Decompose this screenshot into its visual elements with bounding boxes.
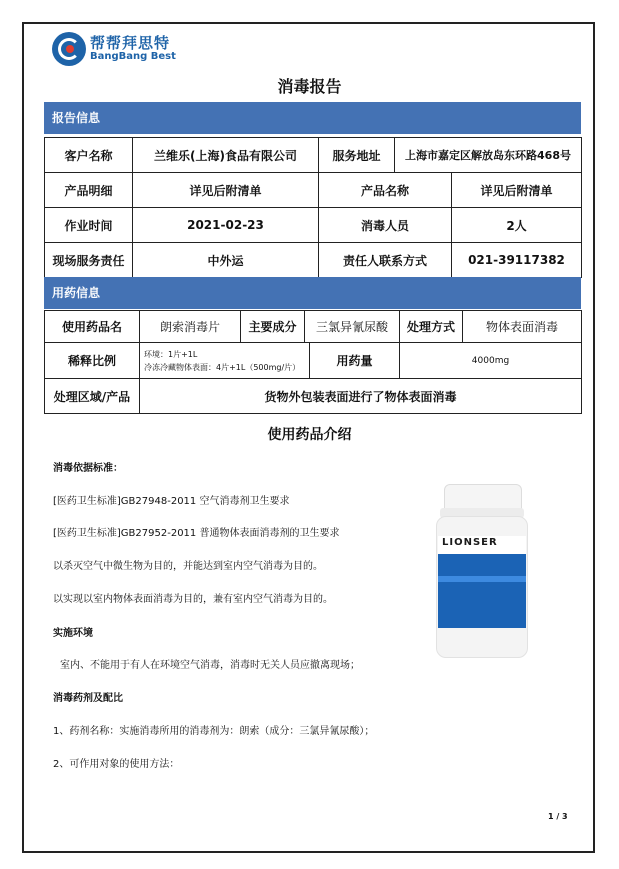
method-value: 物体表面消毒 xyxy=(463,311,582,343)
time-label: 作业时间 xyxy=(45,208,133,243)
ingredient-value: 三氯异氰尿酸 xyxy=(305,311,400,343)
customer-label: 客户名称 xyxy=(45,138,133,173)
onsite-value: 中外运 xyxy=(133,243,319,278)
bottle-brand: LIONSER xyxy=(442,537,498,548)
purpose-1: 以杀灭空气中微生物为目的，并能达到室内空气消毒为目的。 xyxy=(53,561,323,572)
contact-label: 责任人联系方式 xyxy=(319,243,452,278)
ingredient-label: 主要成分 xyxy=(241,311,305,343)
area-value: 货物外包装表面进行了物体表面消毒 xyxy=(140,379,582,414)
product-detail-value: 详见后附清单 xyxy=(133,173,319,208)
onsite-label: 现场服务责任 xyxy=(45,243,133,278)
env-heading: 实施环境 xyxy=(53,628,93,639)
drug-name-value: 朗索消毒片 xyxy=(140,311,241,343)
ratio-value xyxy=(140,343,310,379)
bottle-label xyxy=(438,536,526,628)
agent-item-1: 1、药剂名称：实施消毒所用的消毒剂为：朗索（成分：三氯异氰尿酸）； xyxy=(53,726,375,737)
area-label: 处理区域/产品 xyxy=(45,379,140,414)
amount-label: 用药量 xyxy=(310,343,400,379)
ratio-line-1: 环境：1片+1L xyxy=(144,349,198,359)
method-label: 处理方式 xyxy=(400,311,463,343)
drug-info-table-2 xyxy=(44,342,582,379)
product-detail-label: 产品明细 xyxy=(45,173,133,208)
agent-heading: 消毒药剂及配比 xyxy=(53,693,123,704)
env-text: 室内、不能用于有人在环境空气消毒，消毒时无关人员应撤离现场； xyxy=(60,660,360,671)
document-title: 消毒报告 xyxy=(277,77,342,96)
staff-label: 消毒人员 xyxy=(319,208,452,243)
logo-cn-text: 帮帮拜思特 xyxy=(90,34,171,52)
standard-2: [医药卫生标准]GB27952-2011 普通物体表面消毒剂的卫生要求 xyxy=(53,528,340,539)
company-logo xyxy=(50,30,180,68)
time-value: 2021-02-23 xyxy=(133,208,319,243)
logo-en-text: BangBang Best xyxy=(90,51,176,62)
address-label: 服务地址 xyxy=(319,138,395,173)
product-bottle-image xyxy=(436,484,528,658)
customer-value: 兰维乐(上海)食品有限公司 xyxy=(133,138,319,173)
drug-name-label: 使用药品名 xyxy=(45,311,140,343)
address-value: 上海市嘉定区解放岛东环路468号 xyxy=(395,138,582,173)
report-info-table-2 xyxy=(44,172,582,278)
report-info-header: 报告信息 xyxy=(44,102,581,134)
logo-icon xyxy=(52,32,86,66)
intro-title: 使用药品介绍 xyxy=(267,427,352,443)
ratio-label: 稀释比例 xyxy=(45,343,140,379)
product-name-label: 产品名称 xyxy=(319,173,452,208)
staff-value: 2人 xyxy=(452,208,582,243)
purpose-2: 以实现以室内物体表面消毒为目的，兼有室内空气消毒为目的。 xyxy=(53,594,333,605)
report-info-table xyxy=(44,137,582,173)
contact-value: 021-39117382 xyxy=(452,243,582,278)
standard-1: [医药卫生标准]GB27948-2011 空气消毒剂卫生要求 xyxy=(53,496,290,507)
drug-info-header: 用药信息 xyxy=(44,277,581,309)
product-name-value: 详见后附清单 xyxy=(452,173,582,208)
amount-value: 4000mg xyxy=(400,343,582,379)
page-number: 1 / 3 xyxy=(548,812,568,821)
standard-heading: 消毒依据标准： xyxy=(53,463,123,474)
ratio-line-2: 冷冻冷藏物体表面：4片+1L（500mg/片） xyxy=(144,362,301,372)
drug-info-table-3 xyxy=(44,378,582,414)
agent-item-2: 2、可作用对象的使用方法： xyxy=(53,759,180,770)
drug-info-table xyxy=(44,310,582,343)
